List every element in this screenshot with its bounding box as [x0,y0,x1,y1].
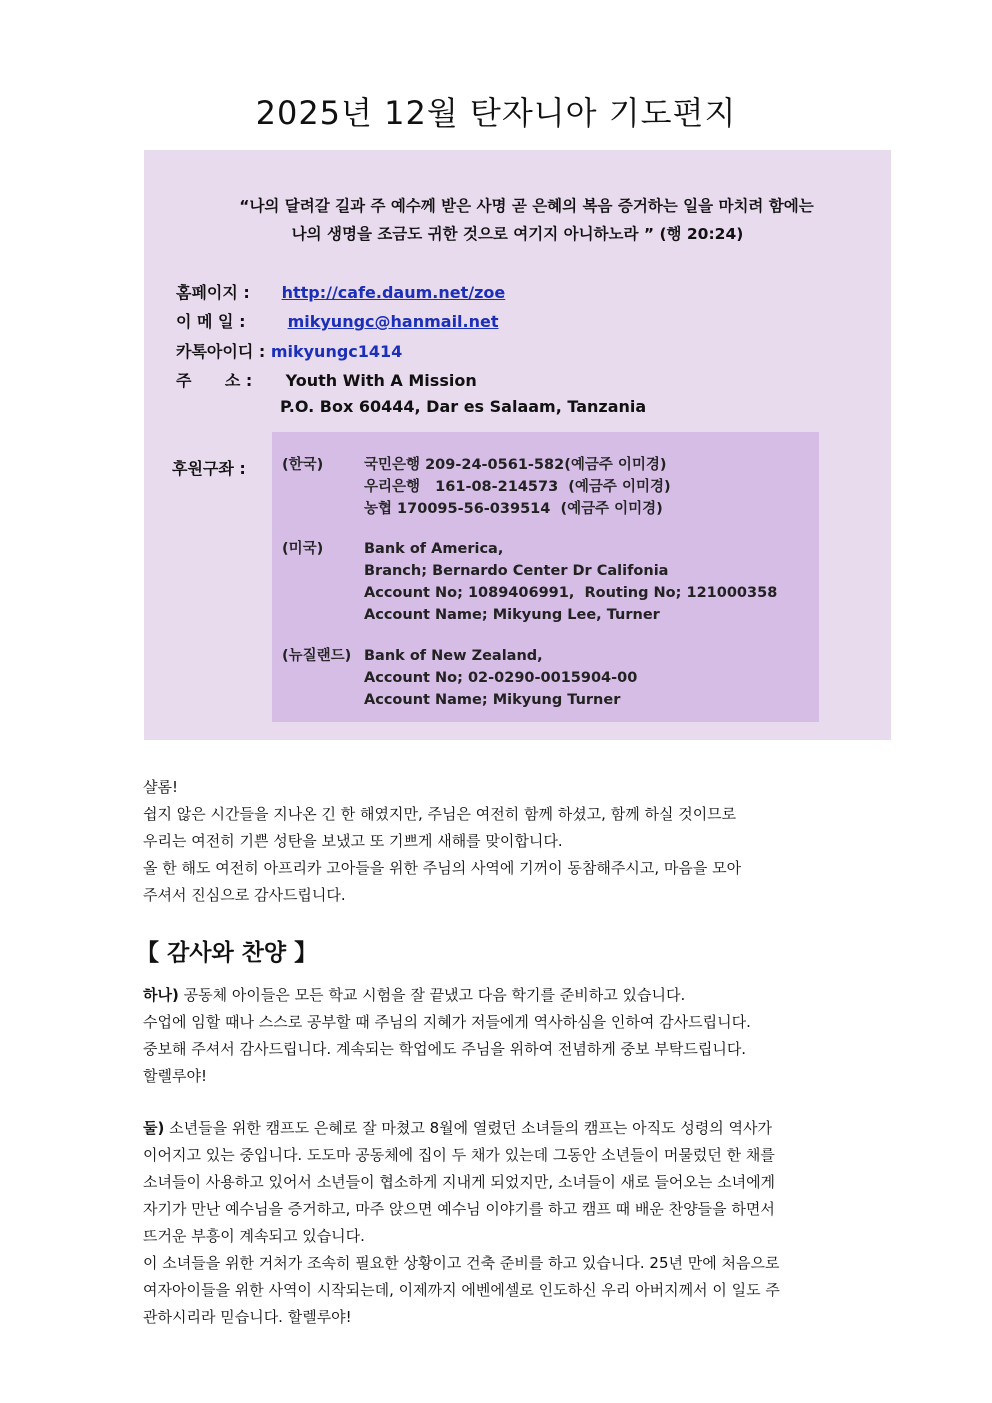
greeting-line: 쉽지 않은 시간들을 지나온 긴 한 해였지만, 주님은 여전히 함께 하셨고, 함께 하실 것이므로 [143,805,737,823]
item-2-line: 둘) 소년들을 위한 캠프도 은혜로 잘 마쳤고 8월에 열렸던 소녀들의 캠프는 아직도 성령의 역사가 [143,1119,773,1137]
account-line: 농협 170095-56-039514 (예금주 이미경) [364,501,663,517]
item-2-line: 자기가 만난 예수님을 증거하고, 마주 앉으면 예수님 이야기를 하고 캠프 때 배운 찬양들을 하면서 [143,1200,775,1218]
email-label: 이 메 일 : [176,312,246,331]
greeting-line: 우리는 여전히 기쁜 성탄을 보냈고 또 기쁘게 새해를 맞이합니다. [143,832,563,850]
account-line: Account Name; Mikyung Lee, Turner [364,607,660,623]
greeting-line: 올 한 해도 여전히 아프리카 고아들을 위한 주님의 사역에 기꺼이 동참해주시고, 마음을 모아 [143,859,742,877]
item-1-line: 중보해 주셔서 감사드립니다. 계속되는 학업에도 주님을 위하여 전념하게 중보 부탁드립니다. [143,1040,747,1058]
bible-verse-line-1: “나의 달려갈 길과 주 예수께 받은 사명 곧 은혜의 복음 증거하는 일을 마치려 함에는 [239,197,814,215]
account-line: Account Name; Mikyung Turner [364,692,621,708]
item-1-line: 할렐루야! [143,1067,207,1085]
greeting-line: 샬롬! [143,778,178,796]
accounts-label: 후원구좌 : [172,459,246,478]
item-1-line: 하나) 공동체 아이들은 모든 학교 시험을 잘 끝냈고 다음 학기를 준비하고 있습니다. [143,986,686,1004]
account-line: Bank of America, [364,541,504,557]
item-2-line: 이어지고 있는 중입니다. 도도마 공동체에 집이 두 채가 있는데 그동안 소년들이 머물렀던 한 채를 [143,1146,775,1164]
account-line: Branch; Bernardo Center Dr Califonia [364,563,669,579]
kakao-id: mikyungc1414 [270,342,403,361]
item-2-line: 뜨거운 부흥이 계속되고 있습니다. [143,1227,365,1245]
account-country-nz: (뉴질랜드) [282,648,352,664]
item-2-line: 여자아이들을 위한 사역이 시작되는데, 이제까지 에벤에셀로 인도하신 우리 아버지께서 이 일도 주 [143,1281,780,1299]
kakao-row [176,339,402,362]
account-lines-korea [364,454,671,520]
section-heading: 【 감사와 찬양 】 [136,940,318,966]
account-line: 국민은행 209-24-0561-582(예금주 이미경) [364,457,667,473]
email-row [176,309,499,332]
account-line: Account No; 02-0290-0015904-00 [364,670,638,686]
page-title: 2025년 12월 탄자니아 기도편지 [255,94,737,132]
item-1-line: 수업에 임할 때나 스스로 공부할 때 주님의 지혜가 저들에게 역사하심을 인하여 감사드립니다. [143,1013,751,1031]
accounts-box [272,432,819,722]
bible-verse-line-2: 나의 생명을 조금도 귀한 것으로 여기지 아니하노라 ” (행 20:24) [291,225,744,243]
item-2-line: 관하시리라 믿습니다. 할렐루야! [143,1308,352,1326]
item-1-marker: 하나) [143,986,179,1004]
account-line: Account No; 1089406991, Routing No; 121000358 [364,585,778,601]
address-label: 주 소 : [176,371,253,390]
account-lines-nz [364,645,637,711]
account-line: 우리은행 161-08-214573 (예금주 이미경) [364,479,671,495]
email-link[interactable]: mikyungc@hanmail.net [287,312,499,331]
item-2-paragraph [143,1115,858,1331]
homepage-label: 홈페이지 : [176,283,250,302]
account-lines-usa [364,538,777,626]
address-line-2: P.O. Box 60444, Dar es Salaam, Tanzania [280,397,647,416]
item-2-line: 이 소녀들을 위한 거처가 조속히 필요한 상황이고 건축 준비를 하고 있습니다. 25년 만에 처음으로 [143,1254,780,1272]
account-line: Bank of New Zealand, [364,648,543,664]
greeting-line: 주셔서 진심으로 감사드립니다. [143,886,346,904]
address-row [176,368,477,391]
item-1-paragraph [143,982,858,1090]
item-2-marker: 둘) [143,1119,165,1137]
homepage-row [176,280,505,303]
kakao-label: 카톡아이디 : [176,342,266,361]
account-country-usa: (미국) [282,541,324,557]
homepage-link[interactable]: http://cafe.daum.net/zoe [281,283,506,302]
account-country-korea: (한국) [282,457,324,473]
address-line-1: Youth With A Mission [285,371,477,390]
greeting-paragraph [143,774,858,909]
info-box [144,150,891,740]
item-2-line: 소녀들이 사용하고 있어서 소년들이 협소하게 지내게 되었지만, 소녀들이 새로 들어오는 소녀에게 [143,1173,776,1191]
